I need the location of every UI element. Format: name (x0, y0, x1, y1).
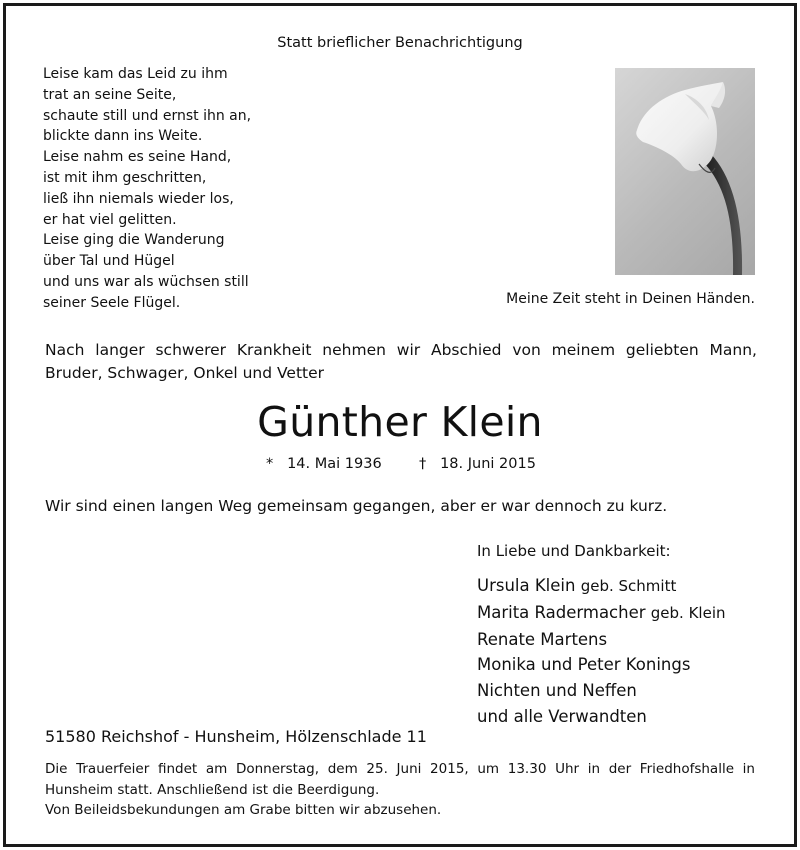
poem (43, 64, 251, 314)
notes-line: Die Trauerfeier findet am Donnerstag, dem 25. Juni 2015, um 13.30 Uhr in der Friedhofshalle in (45, 761, 755, 777)
birth-symbol: * (266, 456, 274, 472)
family-member (477, 627, 726, 653)
poem-line: Leise nahm es seine Hand, (43, 149, 232, 166)
family-member-note: geb. Schmitt (580, 577, 677, 595)
family-member (477, 652, 726, 678)
intro-line: Nach langer schwerer Krankheit nehmen wir Abschied von meinem geliebten Mann, (45, 341, 757, 359)
deceased-name: Günther Klein (257, 398, 543, 446)
death-date-text: 18. Juni 2015 (440, 456, 536, 472)
family-member-name: Monika und Peter Konings (477, 655, 691, 675)
poem-line: über Tal und Hügel (43, 253, 175, 270)
family-member-name: Ursula Klein (477, 576, 576, 595)
family-member (477, 600, 726, 627)
poem-line: ist mit ihm geschritten, (43, 169, 207, 186)
calla-lily-icon (615, 68, 755, 275)
poem-line: trat an seine Seite, (43, 86, 177, 103)
notes-line: Von Beileidsbekundungen am Grabe bitten wir abzusehen. (45, 802, 442, 819)
poem-line: ließ ihn niemals wieder los, (43, 190, 234, 207)
birth-date-text: 14. Mai 1936 (287, 456, 382, 472)
poem-line: seiner Seele Flügel. (43, 294, 181, 311)
family-member (477, 704, 726, 730)
family-member-note: geb. Klein (650, 603, 726, 622)
family-member-name: Renate Martens (477, 629, 608, 649)
calla-lily-photo (615, 68, 755, 275)
intro-line: Bruder, Schwager, Onkel und Vetter (45, 364, 325, 382)
family-member-name: Marita Radermacher (477, 602, 646, 622)
family-member (477, 573, 726, 600)
family-list (477, 573, 726, 730)
family-member-name: Nichten und Neffen (477, 681, 637, 701)
header-text: Statt brieflicher Benachrichtigung (277, 35, 523, 51)
death-date (419, 456, 536, 472)
intro-text (45, 339, 757, 385)
notes-line: Hunsheim statt. Anschließend ist die Beerdigung. (45, 781, 380, 798)
poem-line: Leise kam das Leid zu ihm (43, 66, 228, 82)
family-member (477, 678, 726, 704)
birth-date (266, 456, 382, 472)
quote-text: Wir sind einen langen Weg gemeinsam gegangen, aber er war dennoch zu kurz. (45, 497, 668, 515)
thanks-heading: In Liebe und Dankbarkeit: (477, 542, 671, 560)
family-member-name: und alle Verwandten (477, 706, 647, 726)
poem-line: Leise ging die Wanderung (43, 232, 225, 249)
cross-icon: † (419, 456, 427, 472)
poem-line: und uns war als wüchsen still (43, 273, 249, 290)
photo-caption: Meine Zeit steht in Deinen Händen. (506, 291, 755, 307)
poem-line: blickte dann ins Weite. (43, 128, 203, 145)
address-text: 51580 Reichshof - Hunsheim, Hölzenschlade 11 (45, 727, 427, 746)
funeral-notes (45, 759, 755, 821)
poem-line: schaute still und ernst ihn an, (43, 107, 252, 124)
poem-line: er hat viel gelitten. (43, 211, 177, 228)
